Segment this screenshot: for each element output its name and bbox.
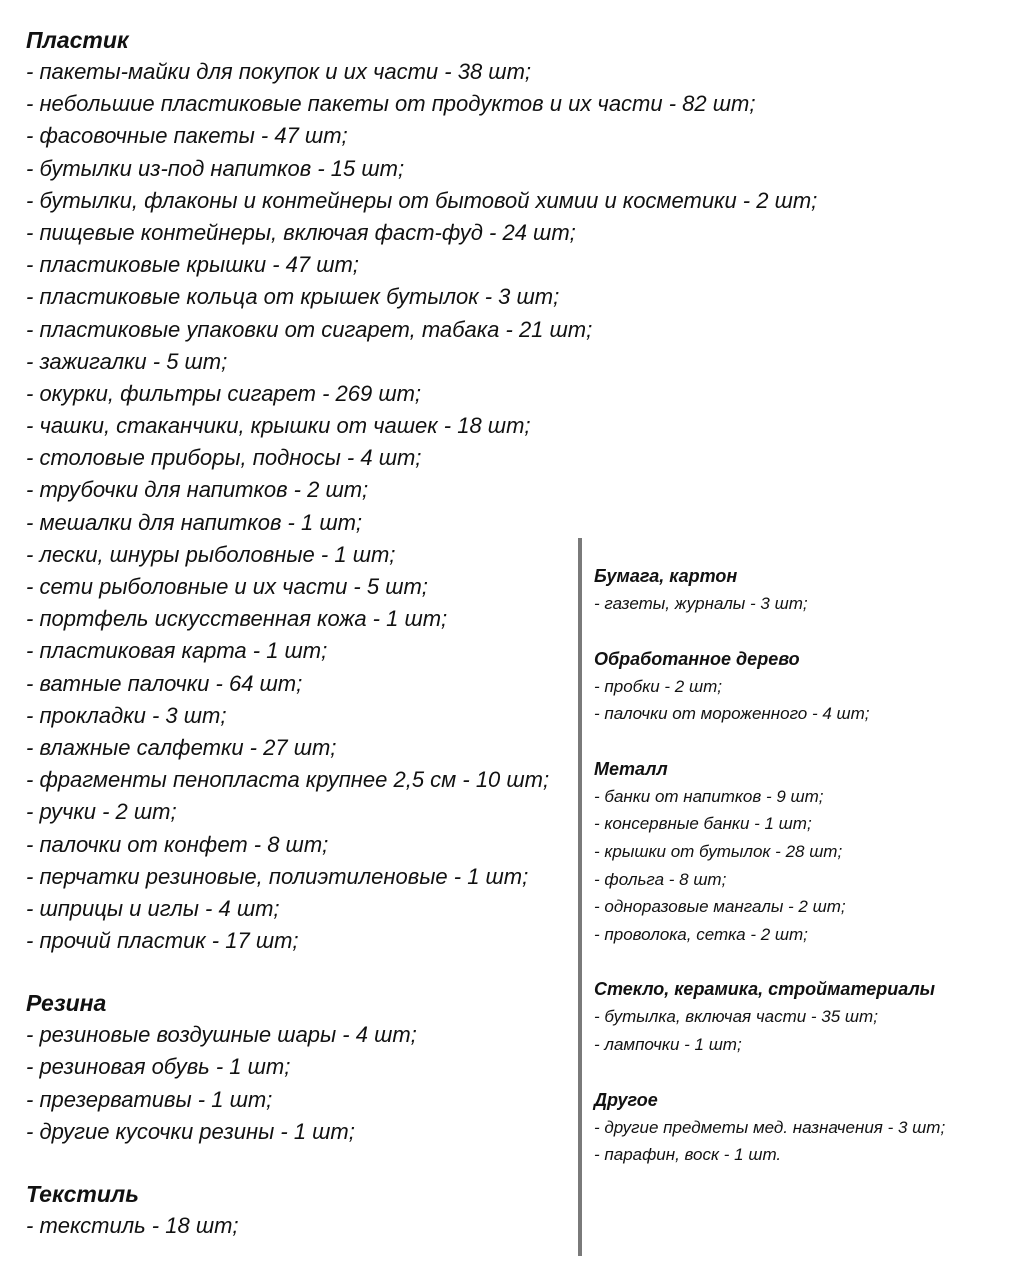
list-item: - пробки - 2 шт; bbox=[594, 676, 722, 696]
list-item: - пластиковые кольца от крышек бутылок - 3 шт; bbox=[26, 284, 560, 310]
list-item: - пищевые контейнеры, включая фаст-фуд - 24 шт; bbox=[26, 219, 576, 245]
section-title-metal: Металл bbox=[594, 758, 668, 779]
list-item: - ватные палочки - 64 шт; bbox=[26, 670, 303, 696]
list-item: - бутылка, включая части - 35 шт; bbox=[594, 1007, 878, 1027]
list-item: - газеты, журналы - 3 шт; bbox=[594, 594, 808, 613]
list-item: - чашки, стаканчики, крышки от чашек - 18 шт; bbox=[26, 413, 531, 439]
list-item: - проволока, сетка - 2 шт; bbox=[594, 924, 808, 944]
section-textile bbox=[26, 1178, 586, 1242]
section-spacer bbox=[26, 957, 586, 987]
section-title-rubber: Резина bbox=[26, 990, 107, 1017]
list-item: - одноразовые мангалы - 2 шт; bbox=[594, 897, 846, 917]
list-item: - прочий пластик - 17 шт; bbox=[26, 928, 299, 954]
list-item: - парафин, воск - 1 шт. bbox=[594, 1145, 782, 1165]
list-item: - сети рыболовные и их части - 5 шт; bbox=[26, 574, 428, 599]
list-item: - текстиль - 18 шт; bbox=[26, 1213, 239, 1238]
section-title-wood: Обработанное дерево bbox=[594, 648, 800, 669]
list-item: - бутылки, флаконы и контейнеры от бытовой химии и косметики - 2 шт; bbox=[26, 187, 818, 213]
list-item: - шприцы и иглы - 4 шт; bbox=[26, 895, 280, 921]
list-item: - пластиковые крышки - 47 шт; bbox=[26, 252, 359, 278]
section-title-textile: Текстиль bbox=[26, 1181, 139, 1207]
list-item: - фасовочные пакеты - 47 шт; bbox=[26, 123, 348, 149]
section-glass bbox=[594, 976, 1019, 1058]
list-item: - палочки от мороженного - 4 шт; bbox=[594, 704, 870, 724]
section-rubber bbox=[26, 987, 586, 1148]
list-item: - прокладки - 3 шт; bbox=[26, 702, 227, 728]
list-item: - банки от напитков - 9 шт; bbox=[594, 786, 824, 806]
list-item: - фрагменты пенопласта крупнее 2,5 см - 10 шт; bbox=[26, 767, 550, 793]
section-metal bbox=[594, 756, 1019, 949]
list-item: - мешалки для напитков - 1 шт; bbox=[26, 509, 363, 535]
list-item: - портфель искусственная кожа - 1 шт; bbox=[26, 606, 448, 632]
section-paper bbox=[594, 563, 1019, 618]
section-title-glass: Стекло, керамика, стройматериалы bbox=[594, 979, 936, 1000]
list-item: - презервативы - 1 шт; bbox=[26, 1086, 273, 1112]
list-item: - пакеты-майки для покупок и их части - 38 шт; bbox=[26, 59, 532, 84]
list-item: - небольшие пластиковые пакеты от продуктов и их части - 82 шт; bbox=[26, 91, 756, 117]
list-item: - влажные салфетки - 27 шт; bbox=[26, 734, 337, 760]
section-title-other: Другое bbox=[594, 1089, 658, 1110]
section-title-paper: Бумага, картон bbox=[594, 566, 738, 586]
list-item: - палочки от конфет - 8 шт; bbox=[26, 831, 329, 857]
section-spacer bbox=[594, 728, 1019, 756]
section-other bbox=[594, 1087, 1019, 1169]
list-item: - окурки, фильтры сигарет - 269 шт; bbox=[26, 380, 422, 406]
list-item: - резиновая обувь - 1 шт; bbox=[26, 1054, 291, 1080]
column-divider bbox=[578, 538, 582, 1256]
section-spacer bbox=[594, 618, 1019, 646]
list-item: - резиновые воздушные шары - 4 шт; bbox=[26, 1022, 417, 1048]
section-title-plastic: Пластик bbox=[26, 27, 129, 53]
section-spacer bbox=[594, 948, 1019, 976]
list-item: - перчатки резиновые, полиэтиленовые - 1 шт; bbox=[26, 863, 529, 889]
list-item: - ручки - 2 шт; bbox=[26, 799, 177, 825]
list-item: - трубочки для напитков - 2 шт; bbox=[26, 477, 369, 503]
list-item: - пластиковая карта - 1 шт; bbox=[26, 638, 328, 664]
list-item: - бутылки из-под напитков - 15 шт; bbox=[26, 155, 405, 181]
list-item: - столовые приборы, подносы - 4 шт; bbox=[26, 445, 422, 471]
list-item: - другие кусочки резины - 1 шт; bbox=[26, 1118, 355, 1144]
list-item: - фольга - 8 шт; bbox=[594, 869, 727, 889]
section-wood bbox=[594, 646, 1019, 728]
list-item: - крышки от бутылок - 28 шт; bbox=[594, 841, 843, 861]
right-column bbox=[594, 563, 1019, 1169]
list-item: - консервные банки - 1 шт; bbox=[594, 814, 812, 834]
list-item: - зажигалки - 5 шт; bbox=[26, 348, 228, 374]
list-item: - пластиковые упаковки от сигарет, табака - 21 шт; bbox=[26, 316, 593, 342]
section-spacer bbox=[26, 1148, 586, 1178]
section-spacer bbox=[594, 1059, 1019, 1087]
list-item: - лампочки - 1 шт; bbox=[594, 1034, 742, 1054]
list-item: - лески, шнуры рыболовные - 1 шт; bbox=[26, 541, 396, 567]
list-item: - другие предметы мед. назначения - 3 шт; bbox=[594, 1117, 946, 1137]
